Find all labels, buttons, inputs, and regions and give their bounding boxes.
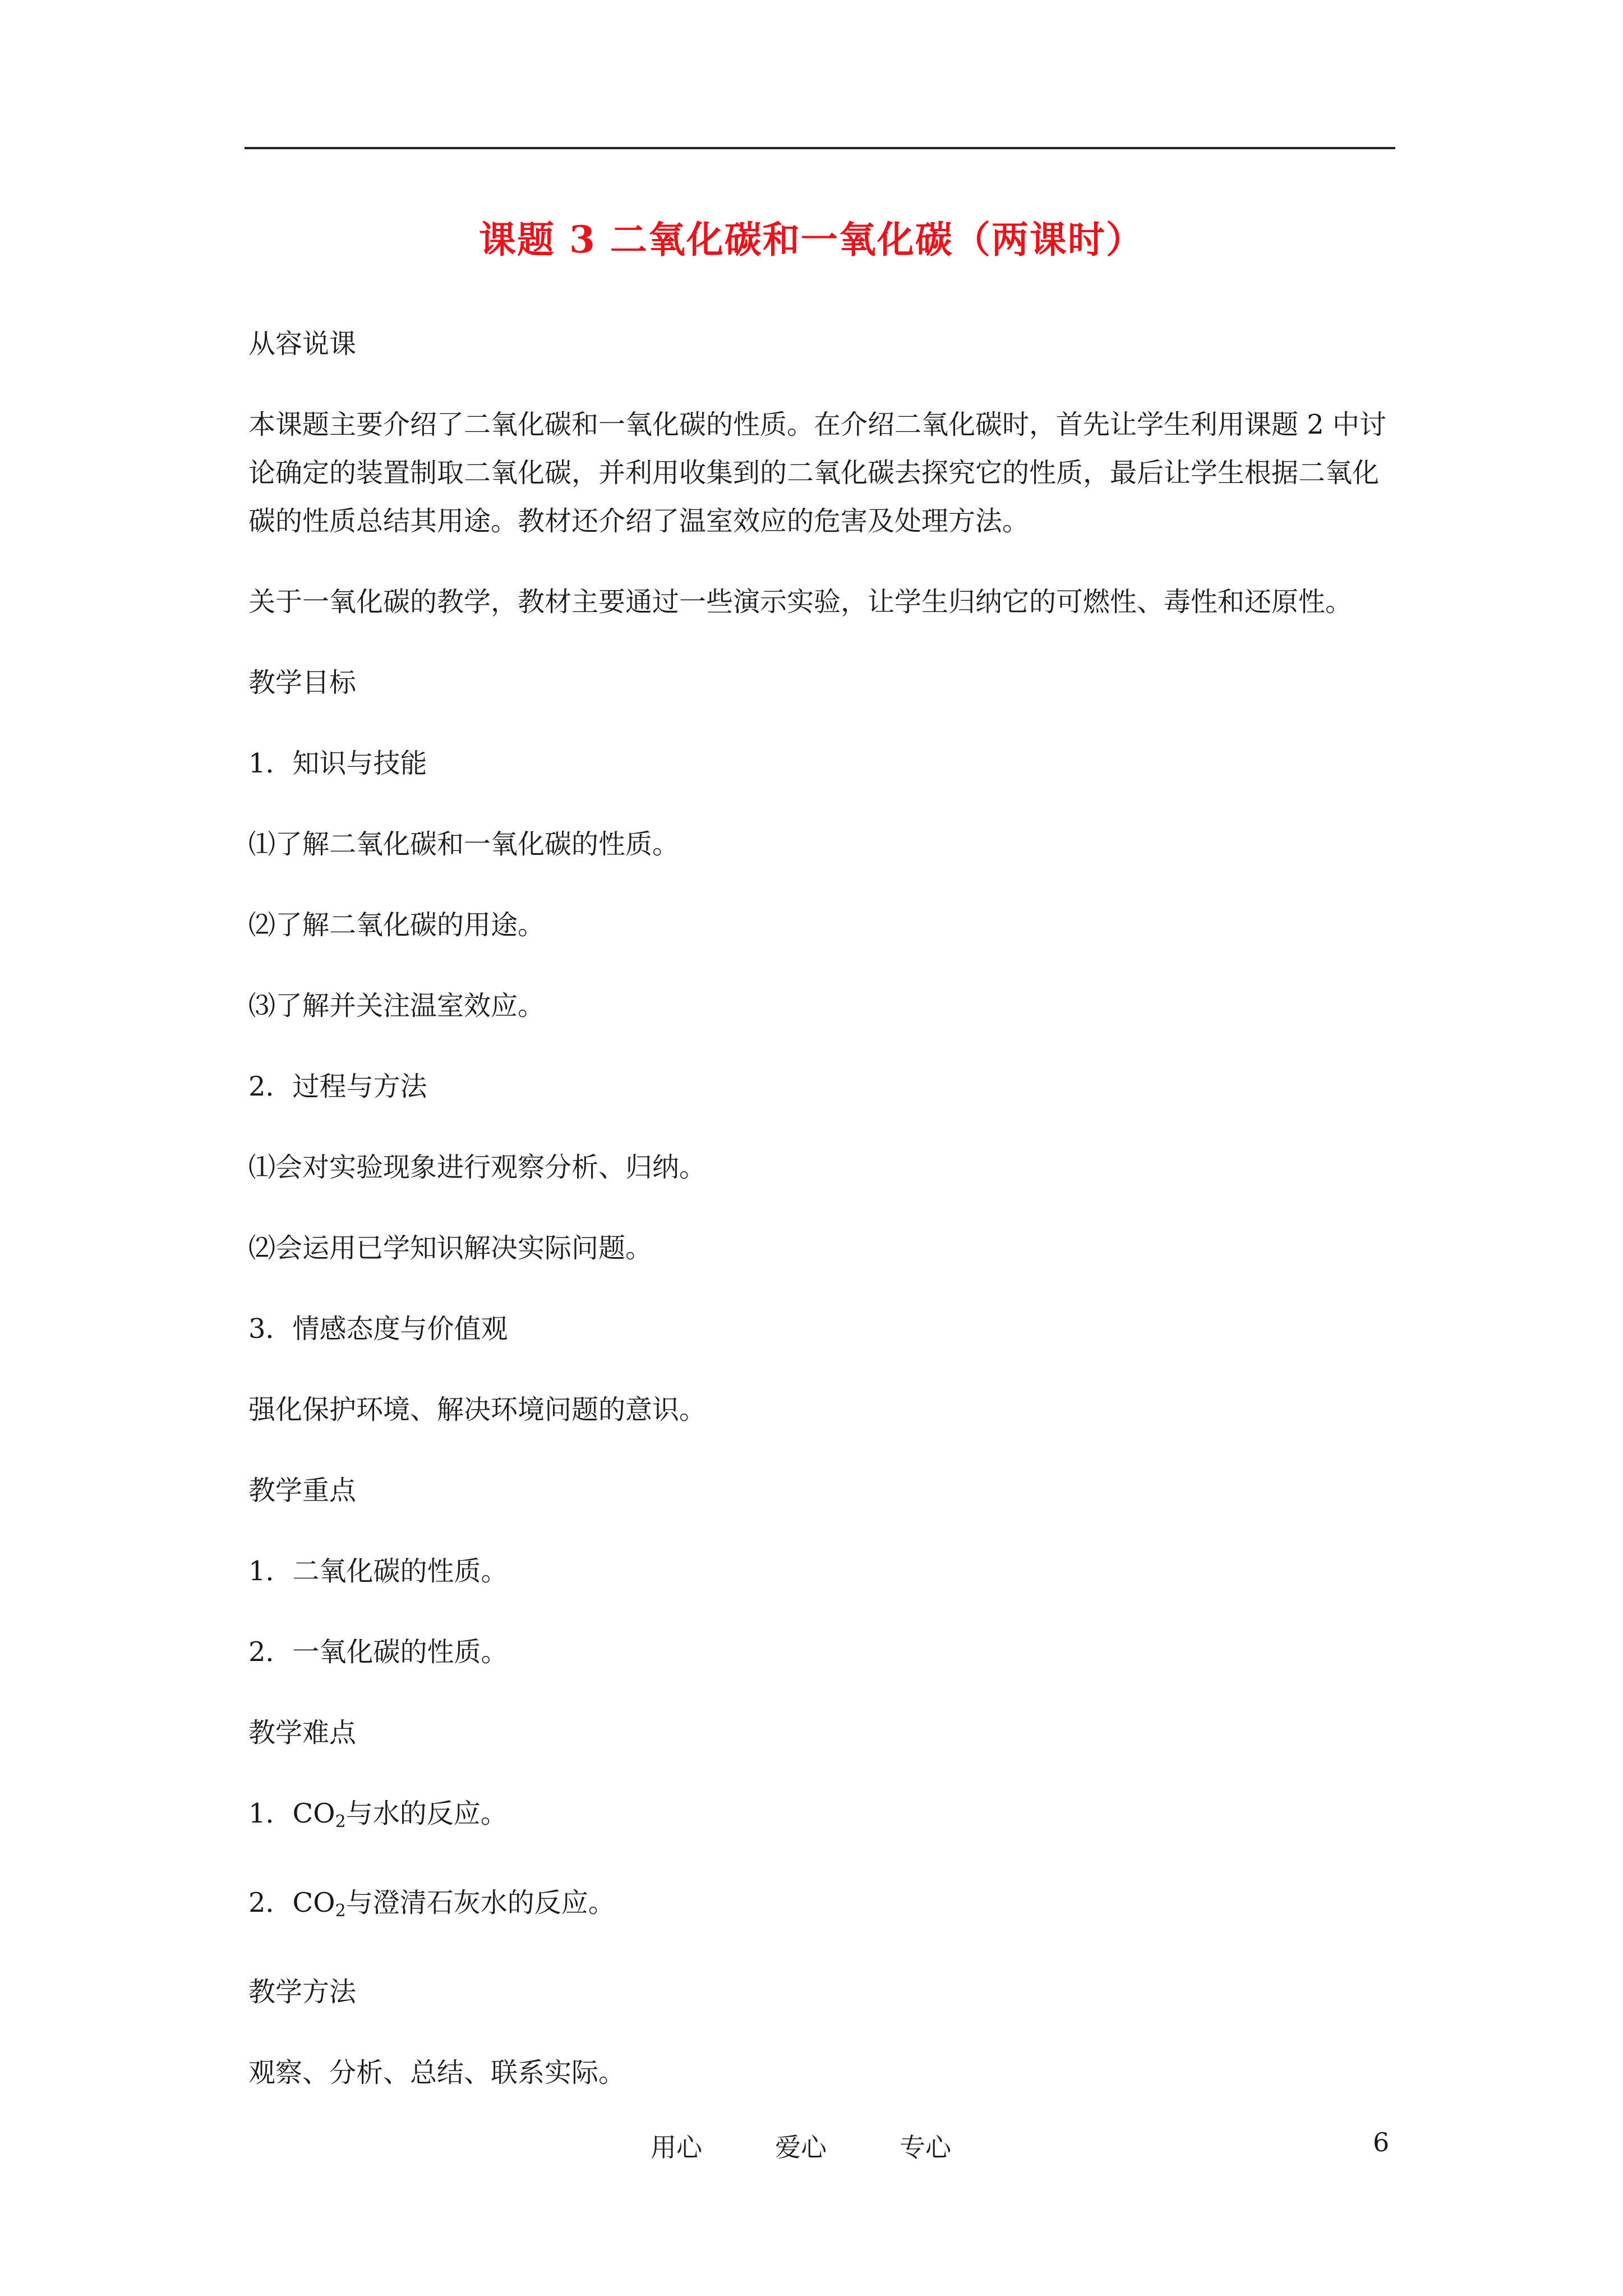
co-paragraph: 关于一氧化碳的教学，教材主要通过一些演示实验，让学生归纳它的可燃性、毒性和还原性。 xyxy=(248,586,1353,618)
goal-1-b: ⑵了解二氧化碳的用途。 xyxy=(248,909,545,941)
goal-1-heading: 1．知识与技能 xyxy=(248,748,427,779)
goal-3-heading: 3．情感态度与价值观 xyxy=(248,1313,508,1345)
page-title: 课题 3 二氧化碳和一氧化碳（两课时） xyxy=(479,218,1144,261)
methods-text: 观察、分析、总结、联系实际。 xyxy=(248,2057,626,2088)
goal-2-a: ⑴会对实验现象进行观察分析、归纳。 xyxy=(248,1152,707,1183)
footer-slogan-1: 用心 xyxy=(651,2132,702,2162)
footer-slogan-3: 专心 xyxy=(900,2132,951,2162)
footer-slogan-2: 爱心 xyxy=(775,2132,827,2162)
goal-3-a: 强化保护环境、解决环境问题的意识。 xyxy=(248,1394,707,1425)
section-heading-methods: 教学方法 xyxy=(248,1976,357,2008)
difficulty-1-subscript: 2 xyxy=(335,1812,346,1832)
difficulty-1 xyxy=(248,1789,1404,1846)
keypoint-1: 1．二氧化碳的性质。 xyxy=(248,1556,508,1587)
page-number: 6 xyxy=(1373,2127,1390,2157)
document-body xyxy=(248,320,1404,2097)
section-heading-keypoints: 教学重点 xyxy=(248,1475,357,1506)
section-heading-shuoke: 从容说课 xyxy=(248,328,357,360)
difficulty-1-prefix: 1．CO xyxy=(248,1798,335,1829)
difficulty-2-subscript: 2 xyxy=(335,1901,346,1921)
intro-paragraph-block xyxy=(248,401,1404,545)
intro-paragraph: 本课题主要介绍了二氧化碳和一氧化碳的性质。在介绍二氧化碳时，首先让学生利用课题 2 中讨论确定的装置制取二氧化碳，并利用收集到的二氧化碳去探究它的性质，最后让学生根据二氧化碳的性质总结其用途。教材还介绍了温室效应的危害及处理方法。 xyxy=(248,409,1387,537)
difficulty-1-suffix: 与水的反应。 xyxy=(345,1798,508,1829)
goal-1-c: ⑶了解并关注温室效应。 xyxy=(248,990,545,1022)
difficulty-2 xyxy=(248,1879,1404,1935)
header-rule xyxy=(245,147,1395,149)
difficulty-2-suffix: 与澄清石灰水的反应。 xyxy=(345,1887,615,1918)
goal-2-b: ⑵会运用已学知识解决实际问题。 xyxy=(248,1232,653,1264)
footer-slogan xyxy=(651,2127,951,2164)
goal-1-a: ⑴了解二氧化碳和一氧化碳的性质。 xyxy=(248,829,680,860)
goal-2-heading: 2．过程与方法 xyxy=(248,1071,427,1102)
section-heading-goals: 教学目标 xyxy=(248,667,357,698)
section-heading-difficulties: 教学难点 xyxy=(248,1717,357,1749)
keypoint-2: 2．一氧化碳的性质。 xyxy=(248,1636,508,1668)
difficulty-2-prefix: 2．CO xyxy=(248,1887,335,1918)
